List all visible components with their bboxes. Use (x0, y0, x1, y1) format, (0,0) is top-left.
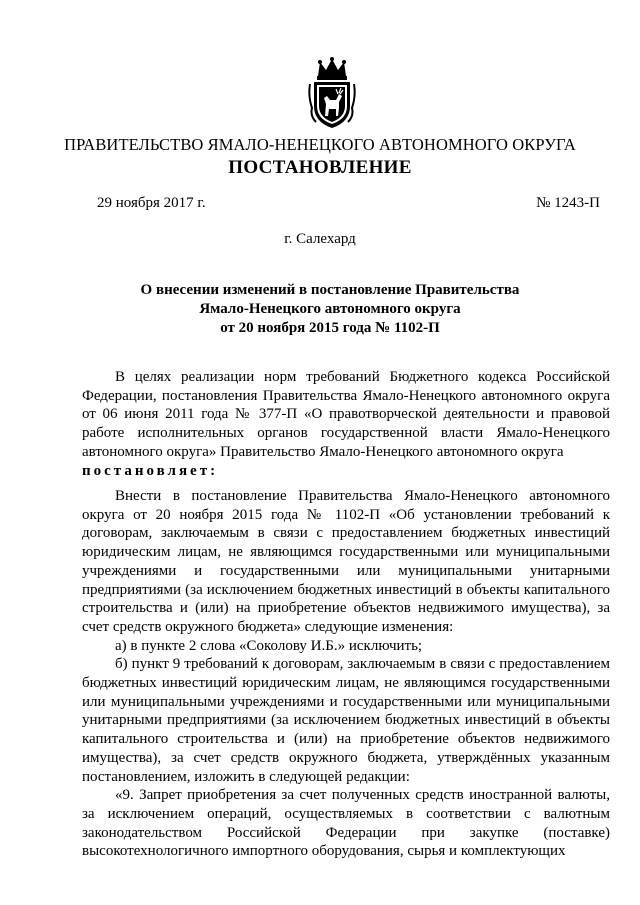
preamble-paragraph (82, 368, 610, 480)
title-line-3: от 20 ноября 2015 года № 1102-П (220, 320, 440, 336)
resolves-word: постановляет: (82, 462, 219, 479)
item-a: а) в пункте 2 слова «Соколову И.Б.» исключить; (115, 637, 423, 654)
document-city: г. Салехард (284, 231, 356, 247)
document-title (130, 281, 530, 338)
item-b: б) пункт 9 требований к договорам, заключаемым в связи с предоставлением бюджетных инвестиций юридическим лицам, не являющимся государственными или муниципальными учреждениями и государственными или муниципальными унитарными предприятиями (за исключением бюджетных инвестиций в объекты капитального строительства и (или) на приобретение объектов недвижимого имущества), за счет средств окружного бюджета, утверждённых указанным постановлением, изложить в следующей редакции: (82, 656, 610, 785)
document-type: ПОСТАНОВЛЕНИЕ (228, 157, 412, 178)
preamble-block (82, 368, 610, 480)
preamble-text: В целях реализации норм требований Бюджетного кодекса Российской Федерации, постановления Правительства Ямало-Ненецкого автономного округа от 06 июня 2011 года № 377-П «О правотворческой деятельности и правовой работе исполнительных органов государственной власти Ямало-Ненецкого автономного округа» Правительство Ямало-Ненецкого автономного округа (82, 369, 610, 460)
quote-paragraph: «9. Запрет приобретения за счет полученных средств иностранной валюты, за исключением операций, осуществляемых в соответствии с валютным законодательством Российской Федерации при закупке (поставке) высокотехнологичного импортного оборудования, сырья и комплектующих (82, 787, 610, 860)
title-line-1: О внесении изменений в постановление Правительства (140, 282, 520, 298)
paragraph-1: Внести в постановление Правительства Ямало-Ненецкого автономного округа от 20 ноября 2015 года № 1102-П «Об установлении требований к договорам, заключаемым в связи с предоставлением бюджетных инвестиций юридическим лицам, не являющимся государственными или муниципальными учреждениями и государственными или муниципальными унитарными предприятиями (за исключением бюджетных инвестиций в объекты капитального строительства и (или) на приобретение объектов недвижимого имущества), за счет средств окружного бюджета» следующие изменения: (82, 488, 610, 635)
document-date: 29 ноября 2017 г. (97, 195, 206, 211)
government-name: ПРАВИТЕЛЬСТВО ЯМАЛО-НЕНЕЦКОГО АВТОНОМНОГО ОКРУГА (64, 135, 576, 154)
document-number: № 1243-П (536, 195, 600, 211)
coat-of-arms-icon (308, 56, 356, 130)
body-block (82, 487, 610, 861)
title-line-2: Ямало-Ненецкого автономного округа (199, 301, 461, 317)
